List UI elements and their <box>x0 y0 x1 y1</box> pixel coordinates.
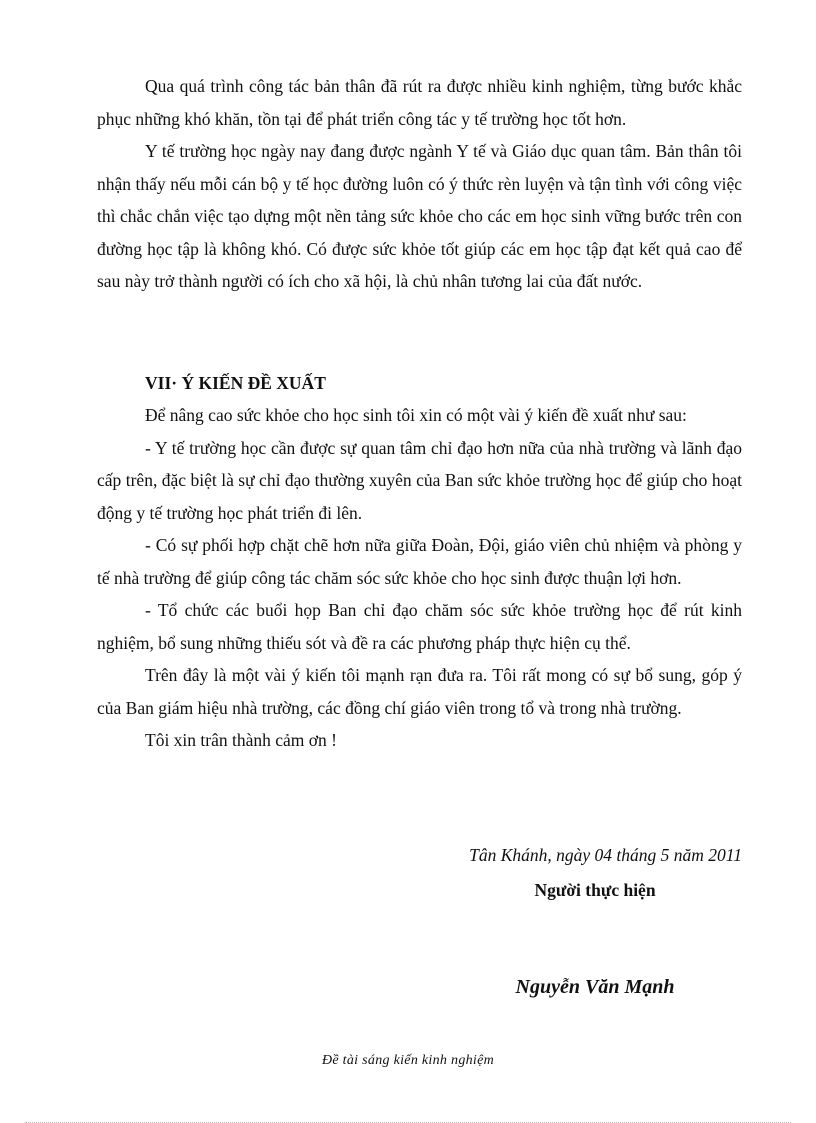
proposal-item-3: - Tổ chức các buổi họp Ban chỉ đạo chăm sóc sức khỏe trường học để rút kinh nghiệm, bổ sung những thiếu sót và đề ra các phương pháp thực hiện cụ thể. <box>97 600 742 653</box>
thanks-line: Tôi xin trân thành cảm ơn ! <box>145 730 337 750</box>
place-date: Tân Khánh, ngày 04 tháng 5 năm 2011 <box>469 845 742 865</box>
intro-section <box>97 70 742 298</box>
footer-title: Đề tài sáng kiến kinh nghiệm <box>321 1053 495 1068</box>
intro-paragraph-2: Y tế trường học ngày nay đang được ngành Y tế và Giáo dục quan tâm. Bản thân tôi nhận thấy nếu mỗi cán bộ y tế học đường luôn có ý thức rèn luyện và tận tình với công việc thì chắc chắn việc tạo dựng một nền tảng sức khỏe cho các em học sinh vững bước trên con đường học tập là không khó. Có được sức khỏe tốt giúp các em học tập đạt kết quả cao để sau này trở thành người có ích cho xã hội, là chủ nhân tương lai của đất nước. <box>97 141 742 291</box>
signer-title: Người thực hiện <box>534 880 656 900</box>
signer-name: Nguyễn Văn Mạnh <box>515 976 675 998</box>
proposal-intro: Để nâng cao sức khỏe cho học sinh tôi xin có một vài ý kiến đề xuất như sau: <box>145 405 687 425</box>
intro-paragraph-1: Qua quá trình công tác bản thân đã rút ra được nhiều kinh nghiệm, từng bước khắc phục những khó khăn, tồn tại để phát triển công tác y tế trường học tốt hơn. <box>97 76 742 129</box>
closing-paragraph: Trên đây là một vài ý kiến tôi mạnh rạn đưa ra. Tôi rất mong có sự bổ sung, góp ý của Ban giám hiệu nhà trường, các đồng chí giáo viên trong tổ và trong nhà trường. <box>97 665 742 718</box>
section-heading: VII· Ý KIẾN ĐỀ XUẤT <box>145 373 326 393</box>
proposal-item-2: - Có sự phối hợp chặt chẽ hơn nữa giữa Đoàn, Đội, giáo viên chủ nhiệm và phòng y tế nhà trường để giúp công tác chăm sóc sức khỏe cho học sinh được thuận lợi hơn. <box>97 535 742 588</box>
proposal-section <box>97 367 742 757</box>
proposal-item-1: - Y tế trường học cần được sự quan tâm chỉ đạo hơn nữa của nhà trường và lãnh đạo cấp trên, đặc biệt là sự chỉ đạo thường xuyên của Ban sức khỏe trường học để giúp cho hoạt động y tế trường học phát triển đi lên. <box>97 437 742 523</box>
